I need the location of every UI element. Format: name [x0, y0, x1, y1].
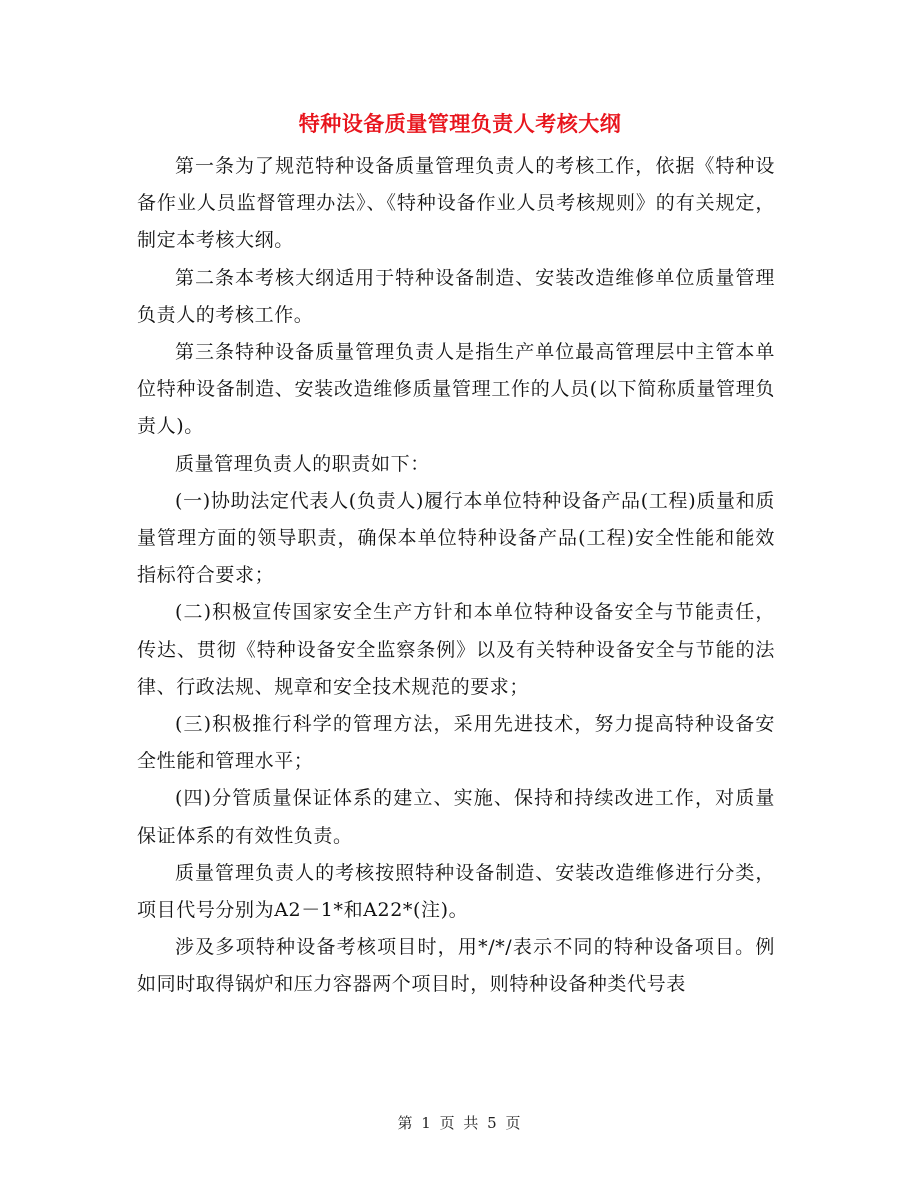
paragraph-article-1: 第一条为了规范特种设备质量管理负责人的考核工作，依据《特种设备作业人员监督管理办法》、《特种设备作业人员考核规则》的有关规定，制定本考核大纲。: [137, 155, 775, 252]
paragraph-article-2: 第二条本考核大纲适用于特种设备制造、安装改造维修单位质量管理负责人的考核工作。: [137, 266, 775, 326]
paragraph-duty-4: (四)分管质量保证体系的建立、实施、保持和持续改进工作，对质量保证体系的有效性负责。: [137, 787, 775, 847]
paragraph-duties-intro: 质量管理负责人的职责如下：: [175, 452, 430, 475]
paragraph-duty-2: (二)积极宣传国家安全生产方针和本单位特种设备安全与节能责任，传达、贯彻《特种设备安全监察条例》以及有关特种设备安全与节能的法律、行政法规、规章和安全技术规范的要求；: [137, 601, 775, 698]
page-number-footer: 第 1 页 共 5 页: [397, 1114, 523, 1132]
document-title: 特种设备质量管理负责人考核大纲: [298, 112, 622, 136]
paragraph-duty-3: (三)积极推行科学的管理方法，采用先进技术，努力提高特种设备安全性能和管理水平；: [137, 713, 775, 773]
paragraph-article-3: 第三条特种设备质量管理负责人是指生产单位最高管理层中主管本单位特种设备制造、安装改造维修质量管理工作的人员(以下简称质量管理负责人)。: [137, 341, 775, 438]
paragraph-multiple-items: 涉及多项特种设备考核项目时，用*/*/表示不同的特种设备项目。例如同时取得锅炉和压力容器两个项目时，则特种设备种类代号表: [137, 936, 775, 996]
document-body: [137, 148, 775, 1004]
paragraph-duty-1: (一)协助法定代表人(负责人)履行本单位特种设备产品(工程)质量和质量管理方面的领导职责，确保本单位特种设备产品(工程)安全性能和能效指标符合要求；: [137, 489, 775, 587]
paragraph-classification: 质量管理负责人的考核按照特种设备制造、安装改造维修进行分类，项目代号分别为A2－1*和A22*(注)。: [137, 861, 775, 922]
